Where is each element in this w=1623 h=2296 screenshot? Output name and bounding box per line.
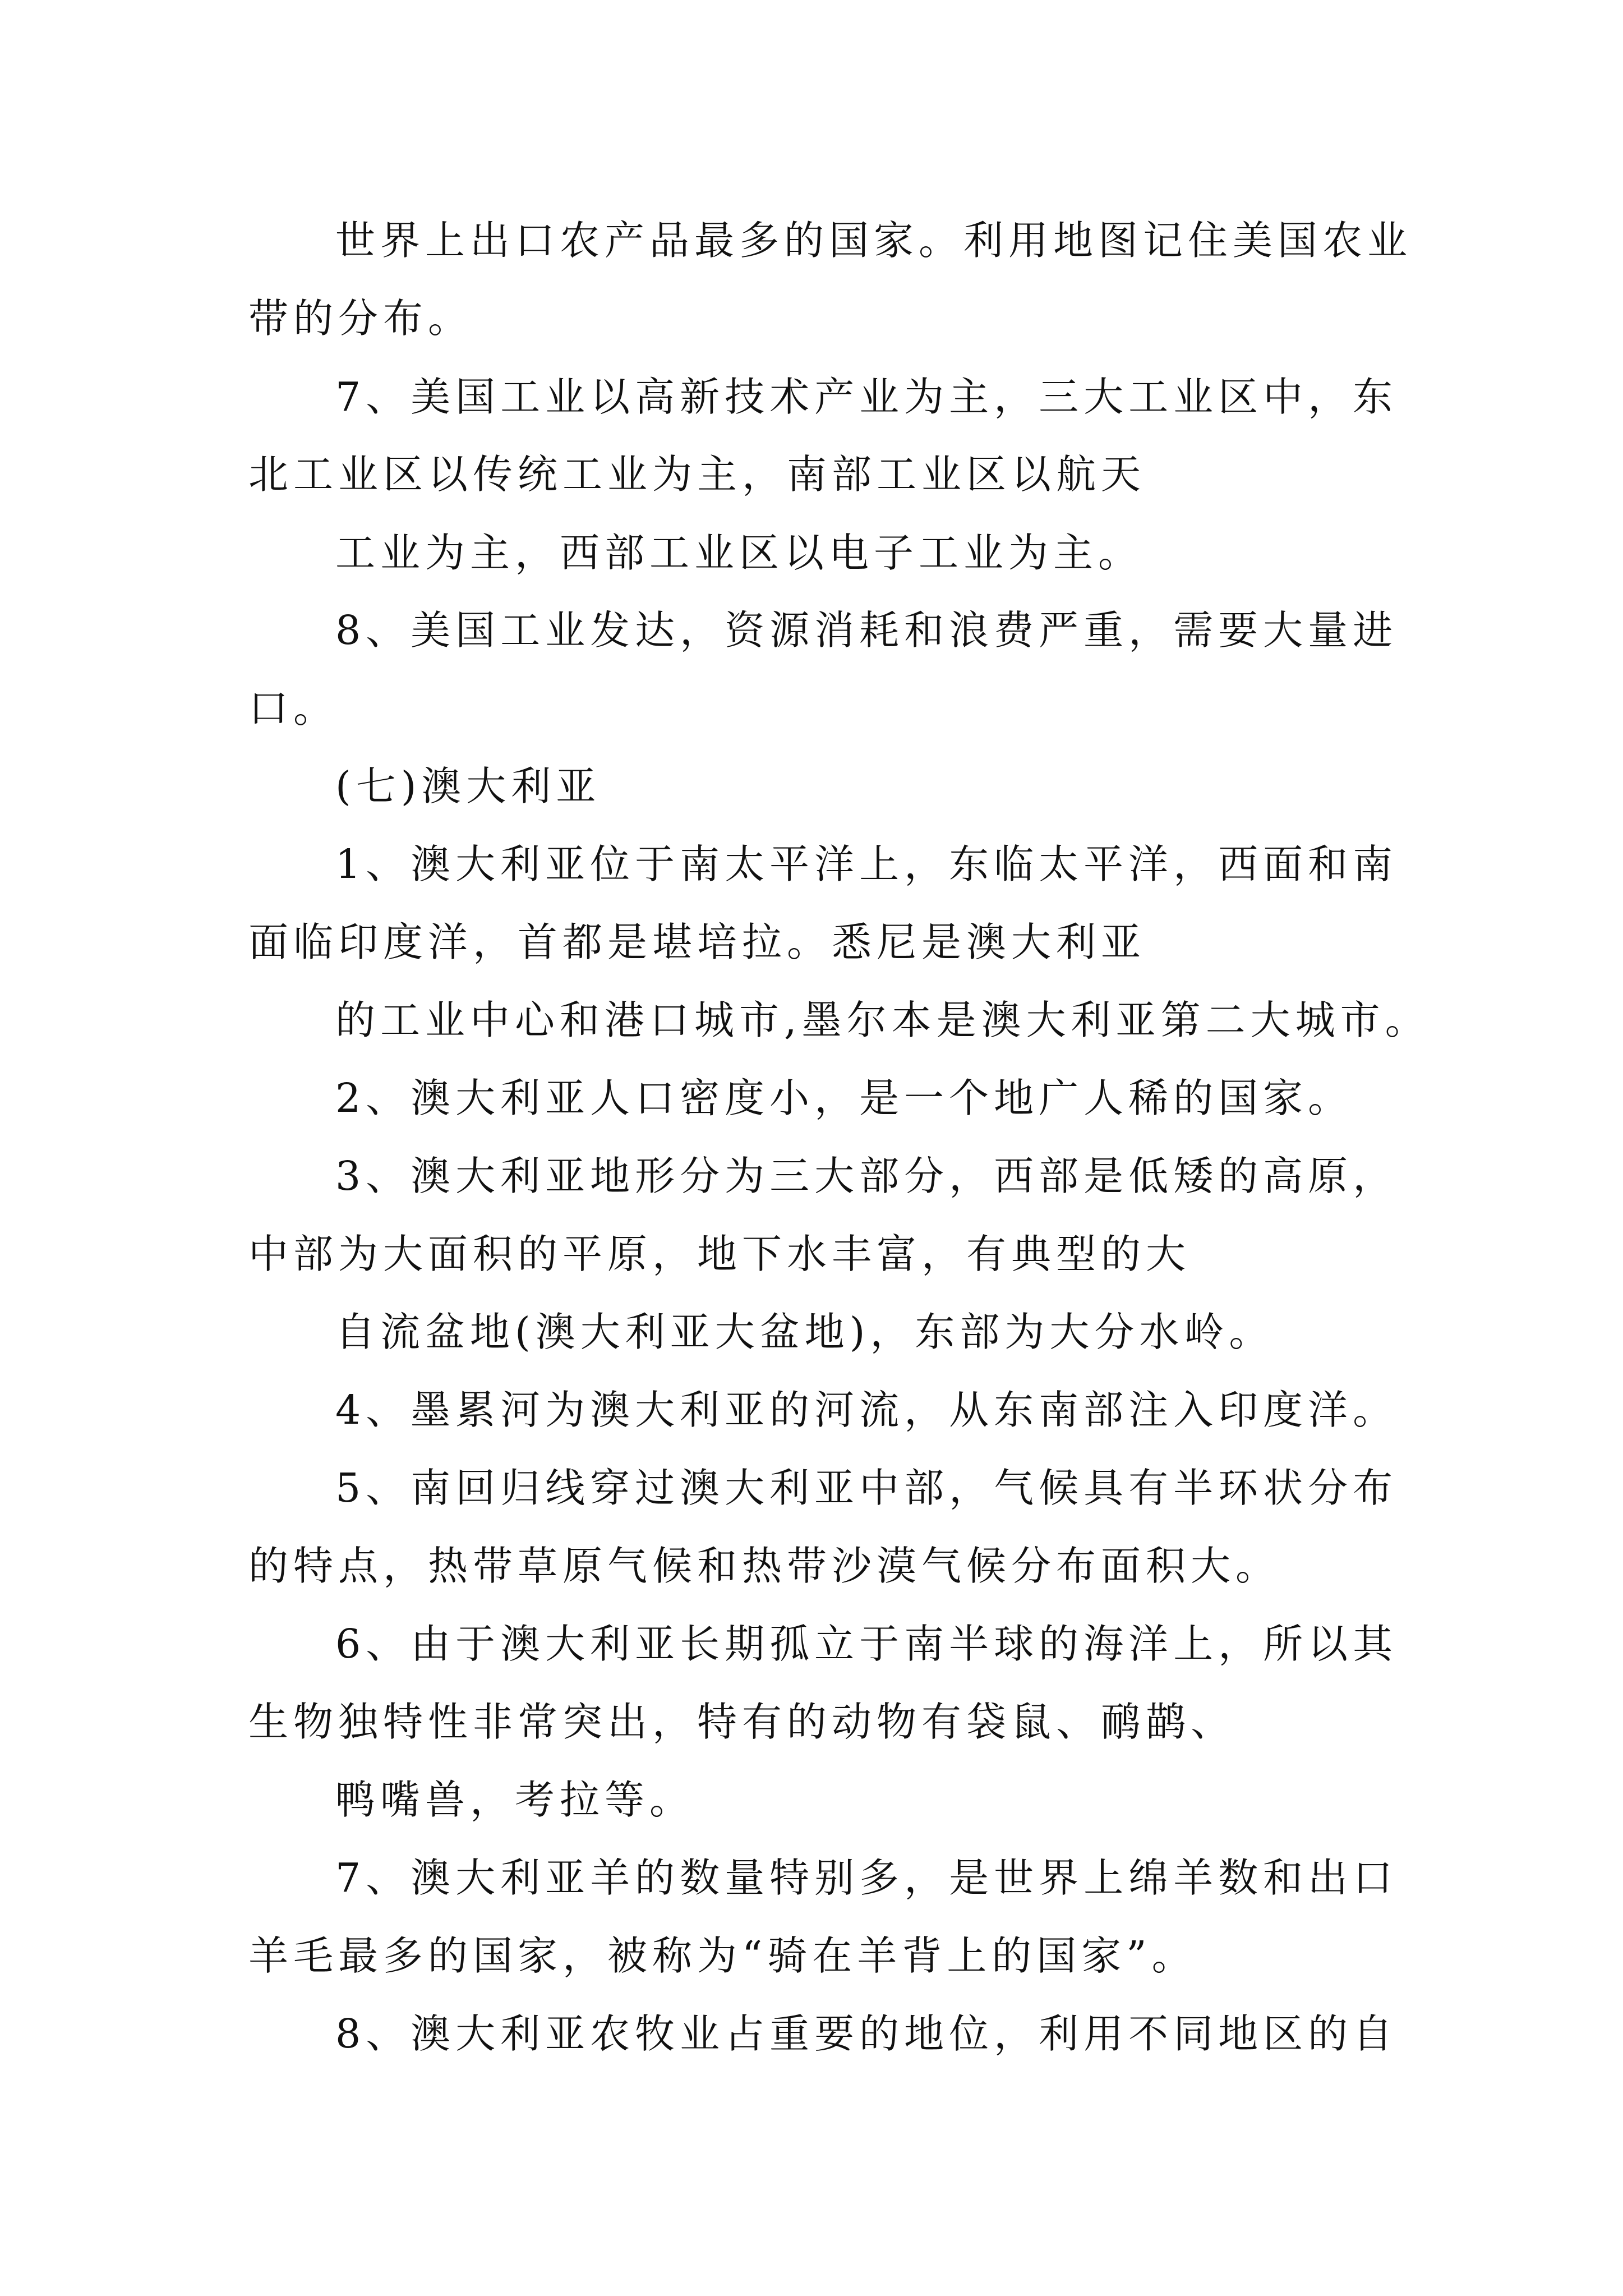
text-line: 8、美国工业发达，资源消耗和浪费严重，需要大量进	[335, 607, 1398, 654]
text-line: 4、墨累河为澳大利亚的河流，从东南部注入印度洋。	[335, 1387, 1398, 1433]
text-line: 3、澳大利亚地形分为三大部分，西部是低矮的高原，	[335, 1153, 1398, 1199]
text-line: 6、由于澳大利亚长期孤立于南半球的海洋上，所以其	[335, 1621, 1398, 1667]
section-heading: (七)澳大利亚	[335, 763, 601, 809]
text-line: 工业为主，西部工业区以电子工业为主。	[335, 530, 1144, 576]
text-line: 7、澳大利亚羊的数量特别多，是世界上绵羊数和出口	[335, 1855, 1398, 1901]
text-line: 的工业中心和港口城市,墨尔本是澳大利亚第二大城市。	[335, 997, 1430, 1043]
text-line: 8、澳大利亚农牧业占重要的地位，利用不同地区的自	[335, 2010, 1398, 2057]
text-line: 羊毛最多的国家，被称为“骑在羊背上的国家”。	[248, 1932, 1197, 1979]
text-line: 生物独特性非常突出，特有的动物有袋鼠、鸸鹋、	[248, 1699, 1236, 1745]
text-line: 中部为大面积的平原，地下水丰富，有典型的大	[248, 1231, 1191, 1277]
text-line: 2、澳大利亚人口密度小，是一个地广人稀的国家。	[335, 1075, 1353, 1121]
text-line: 自流盆地(澳大利亚大盆地)，东部为大分水岭。	[335, 1309, 1274, 1355]
text-line: 1、澳大利亚位于南太平洋上，东临太平洋，西面和南	[335, 841, 1398, 887]
text-line: 口。	[248, 685, 339, 731]
text-line: 面临印度洋，首都是堪培拉。悉尼是澳大利亚	[248, 919, 1146, 965]
text-line: 5、南回归线穿过澳大利亚中部，气候具有半环状分布	[335, 1465, 1398, 1511]
text-line: 带的分布。	[248, 295, 473, 342]
text-line: 鸭嘴兽，考拉等。	[335, 1777, 695, 1823]
text-line: 北工业区以传统工业为主，南部工业区以航天	[248, 451, 1146, 498]
text-line: 7、美国工业以高新技术产业为主，三大工业区中，东	[335, 374, 1398, 420]
text-line: 世界上出口农产品最多的国家。利用地图记住美国农业	[335, 217, 1413, 264]
text-line: 的特点，热带草原气候和热带沙漠气候分布面积大。	[248, 1543, 1281, 1589]
